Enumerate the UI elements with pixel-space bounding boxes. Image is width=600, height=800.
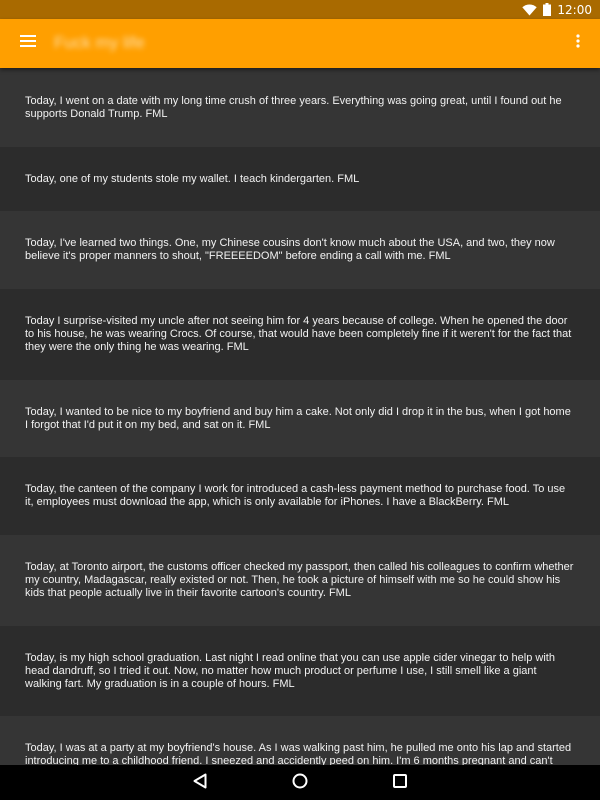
navigation-bar: [0, 765, 600, 800]
menu-button[interactable]: [14, 31, 42, 55]
back-icon: [193, 773, 207, 794]
status-bar: [0, 0, 600, 19]
feed-item[interactable]: [0, 626, 600, 716]
feed-item-text: Today, I went on a date with my long time crush of three years. Everything was going great, until I found out he supports Donald Trump. FML: [25, 94, 562, 120]
more-vert-icon: [576, 34, 580, 53]
feed-item[interactable]: [0, 457, 600, 535]
app-bar: [0, 19, 600, 68]
app-title: Fuck my life: [54, 33, 145, 52]
feed-item-text: Today I surprise-visited my uncle after not seeing him for 4 years because of college. When he opened the door to his house, he was wearing Crocs. Of course, that would have been completely fine if it weren't for the fact that they were the only thing he was wearing. FML: [25, 315, 572, 353]
feed-item[interactable]: [0, 147, 600, 211]
feed-item-text: Today, one of my students stole my wallet. I teach kindergarten. FML: [25, 172, 360, 185]
feed-item-text: Today, the canteen of the company I work for introduced a cash-less payment method to purchase food. To use it, employees must download the app, which is only available for iPhones. I have a BlackBerry. FML: [25, 483, 566, 508]
battery-icon: [543, 3, 551, 16]
clock: 12:00: [557, 2, 592, 17]
feed-item[interactable]: [0, 716, 600, 765]
feed-item-text: Today, I was at a party at my boyfriend's house. As I was walking past him, he pulled me onto his lap and started introducing me to a childhood friend. I sneezed and accidently peed on him. I'm 6 months pregnant and can't: [25, 742, 572, 765]
hamburger-menu-icon: [20, 34, 36, 52]
feed-item-text: Today, I wanted to be nice to my boyfriend and buy him a cake. Not only did I drop it in the bus, when I got home I forgot that I'd put it on my bed, and sat on it. FML: [25, 405, 571, 431]
home-icon: [292, 773, 308, 794]
recents-button[interactable]: [390, 773, 410, 793]
feed-item[interactable]: [0, 68, 600, 147]
recents-icon: [393, 774, 407, 793]
feed-item-text: Today, I've learned two things. One, my Chinese cousins don't know much about the USA, and two, they now believe it's proper manners to shout, "FREEEEDOM" before ending a call with me. FML: [25, 237, 555, 262]
feed-item[interactable]: [0, 211, 600, 289]
overflow-menu-button[interactable]: [570, 31, 586, 55]
feed-item-text: Today, is my high school graduation. Last night I read online that you can use apple cider vinegar to help with head dandruff, so I tried it out. Now, no matter how much product or perfume I use, I still smell like a giant walking fart. My graduation is in a couple of hours. FML: [25, 651, 555, 690]
feed-item[interactable]: [0, 380, 600, 457]
status-icons: [522, 2, 592, 17]
wifi-icon: [522, 4, 537, 16]
back-button[interactable]: [190, 773, 210, 793]
feed-item-text: Today, at Toronto airport, the customs officer checked my passport, then called his colleagues to confirm whether my country, Madagascar, really existed or not. Then, he took a picture of himself with me so he could show his kids that people actually live in their favorite cartoon's country. FML: [25, 561, 574, 599]
feed-item[interactable]: [0, 289, 600, 380]
feed-list[interactable]: [0, 68, 600, 765]
home-button[interactable]: [290, 773, 310, 793]
feed-item[interactable]: [0, 535, 600, 626]
